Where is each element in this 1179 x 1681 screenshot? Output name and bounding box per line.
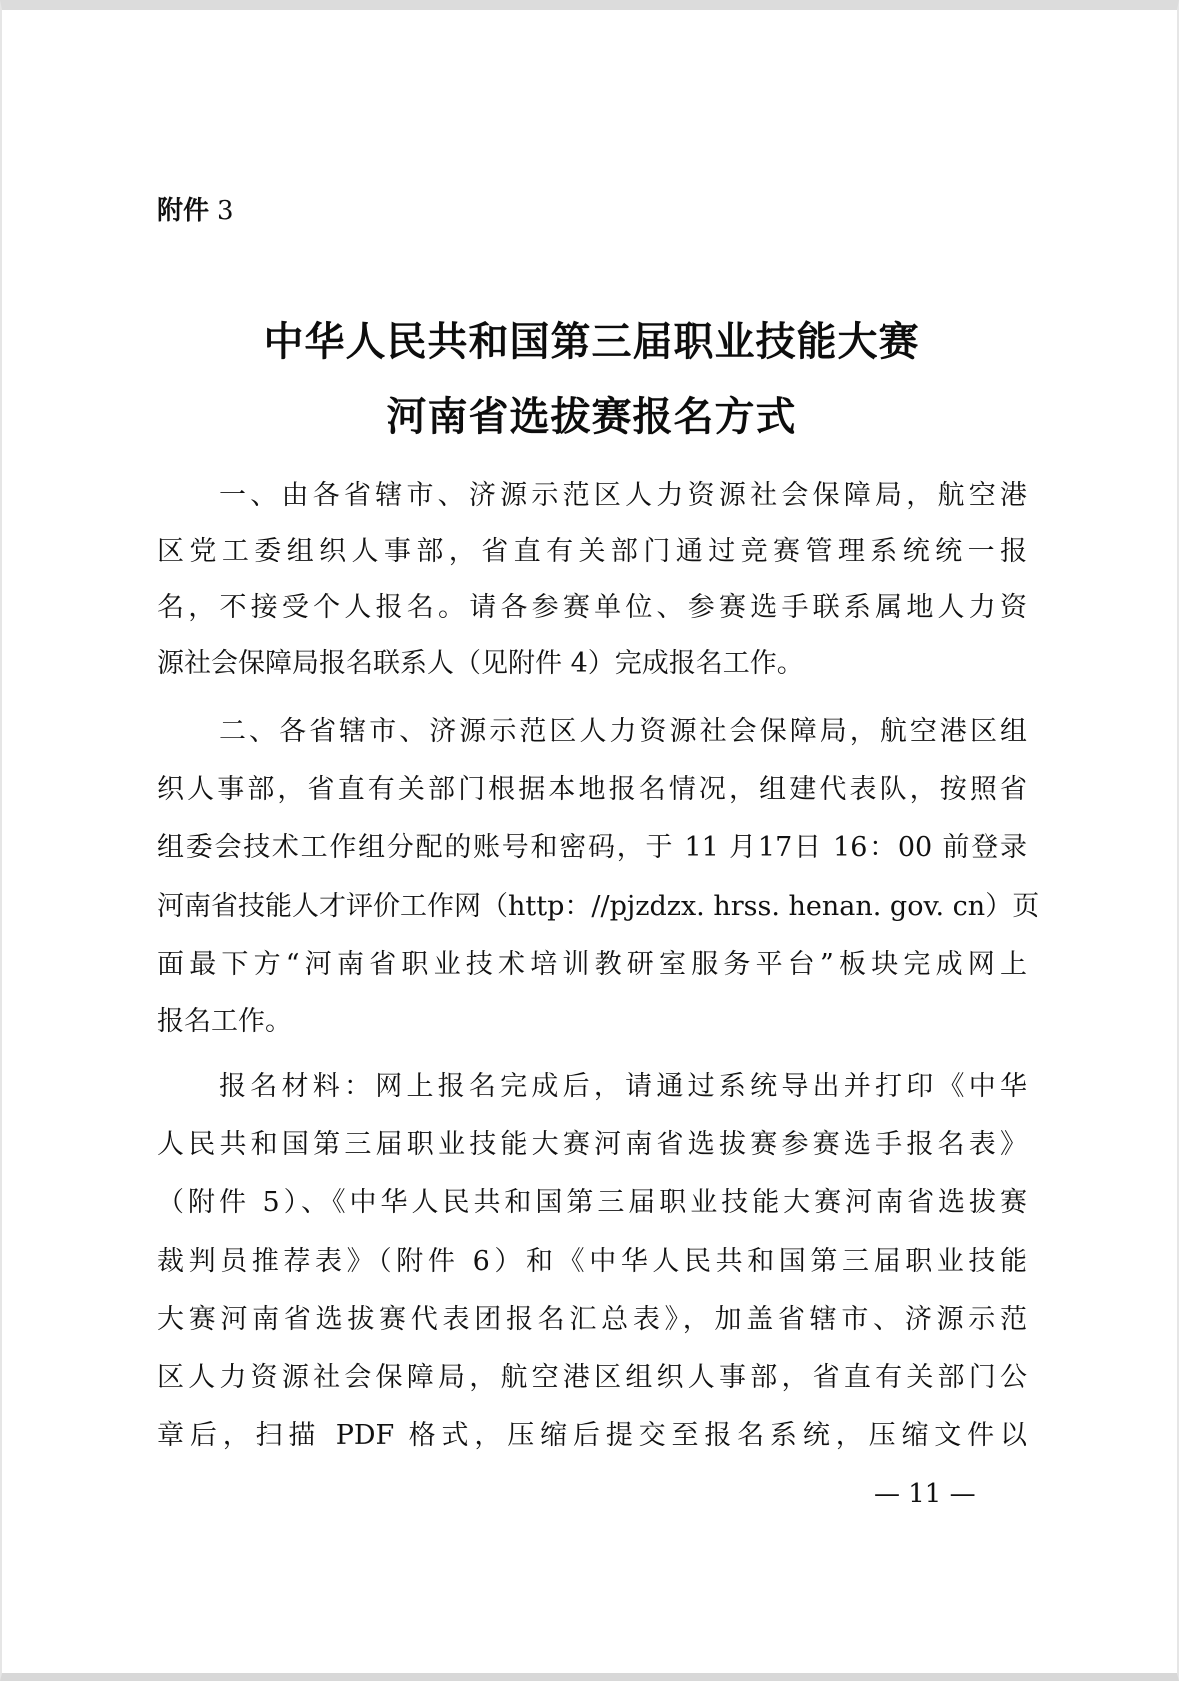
paragraph-1-line-1: 一、由各省辖市、济源示范区人力资源社会保障局，航空港 [219, 480, 1027, 511]
attachment-label [157, 190, 234, 227]
document-title-line-2: 河南省选拔赛报名方式 [386, 394, 797, 440]
paragraph-2-line-2: 织人事部，省直有关部门根据本地报名情况，组建代表队，按照省 [157, 774, 1027, 805]
paragraph-1-line-3: 名，不接受个人报名。请各参赛单位、参赛选手联系属地人力资 [157, 592, 1027, 623]
page-number: — 11 — [874, 1479, 976, 1509]
paragraph-3-line-4: 裁判员推荐表》（附件 6）和《中华人民共和国第三届职业技能 [157, 1246, 1027, 1277]
document-title-line-1: 中华人民共和国第三届职业技能大赛 [263, 319, 920, 365]
paragraph-3-line-7: 章后，扫描 PDF 格式，压缩后提交至报名系统，压缩文件以 [157, 1420, 1027, 1451]
paragraph-2-line-5: 面最下方“河南省职业技术培训教研室服务平台”板块完成网上 [157, 949, 1027, 980]
paragraph-2-line-6: 报名工作。 [157, 1006, 292, 1037]
paragraph-3-line-6: 区人力资源社会保障局，航空港区组织人事部，省直有关部门公 [157, 1362, 1027, 1393]
paragraph-3-line-5: 大赛河南省选拔赛代表团报名汇总表》，加盖省辖市、济源示范 [157, 1304, 1027, 1335]
paragraph-2-line-4: 河南省技能人才评价工作网（http：//pjzdzx. hrss. henan. gov. cn）页 [157, 891, 1040, 922]
paragraph-2-line-1: 二、各省辖市、济源示范区人力资源社会保障局，航空港区组 [219, 716, 1027, 747]
paragraph-1-line-4: 源社会保障局报名联系人（见附件 4）完成报名工作。 [157, 648, 804, 679]
attachment-number: 3 [217, 196, 234, 226]
paragraph-1-line-2: 区党工委组织人事部，省直有关部门通过竞赛管理系统统一报 [157, 536, 1027, 567]
paragraph-3-line-2: 人民共和国第三届职业技能大赛河南省选拔赛参赛选手报名表》 [157, 1129, 1027, 1160]
paragraph-3-line-1: 报名材料：网上报名完成后，请通过系统导出并打印《中华 [219, 1071, 1027, 1102]
attachment-word: 附件 [157, 196, 210, 226]
paragraph-2-line-3: 组委会技术工作组分配的账号和密码，于 11 月17日 16：00 前登录 [157, 832, 1027, 863]
paragraph-3-line-3: （附件 5）、《中华人民共和国第三届职业技能大赛河南省选拔赛 [157, 1187, 1027, 1218]
